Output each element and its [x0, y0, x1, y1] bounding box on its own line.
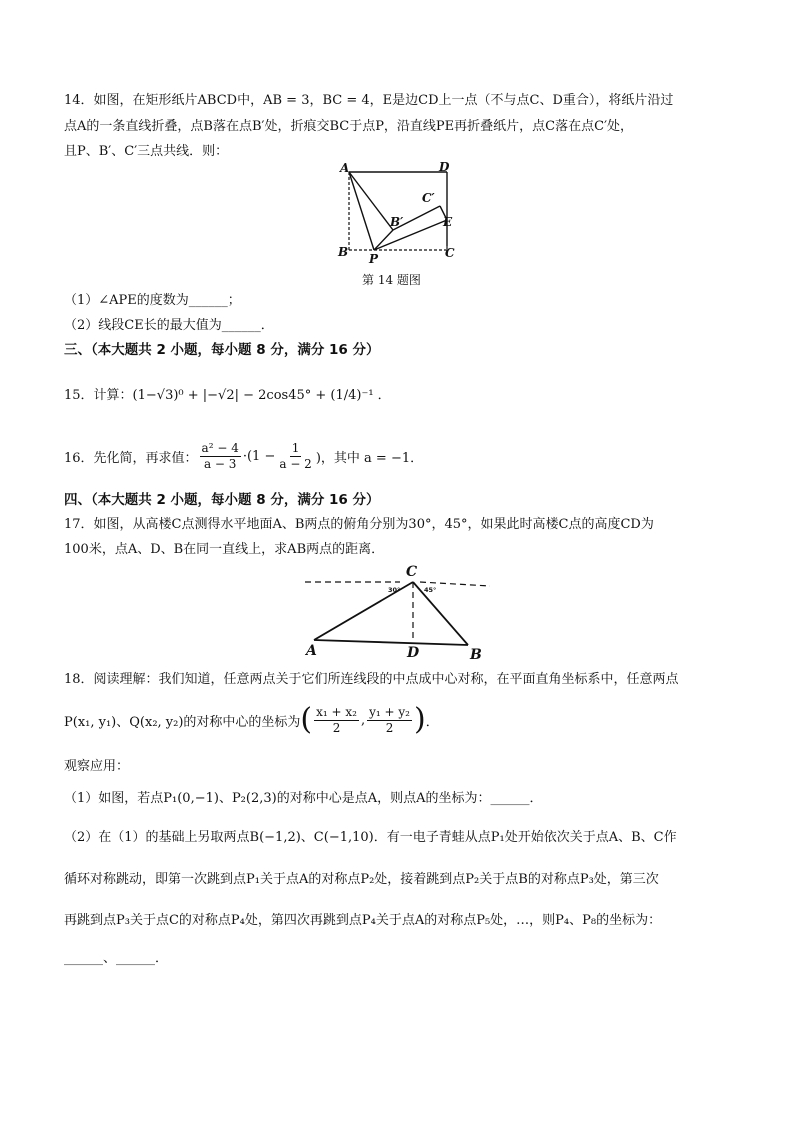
q16-fraction-2-numerator: 1: [291, 440, 300, 455]
q14-caption: 第 14 题图: [362, 273, 421, 287]
q14-sub-2: （2）线段CE长的最大值为______．: [64, 318, 274, 333]
label-b-prime: B′: [390, 215, 404, 229]
fold-ap: [349, 172, 374, 250]
q16-expression: [64, 436, 423, 476]
section-3-heading: 三、（本大题共 2 小题，每小题 8 分，满分 16 分）: [64, 342, 380, 358]
q18-line-2-prefix: P(x₁, y₁)、Q(x₂, y₂)的对称中心的坐标为: [64, 714, 301, 730]
label-e: E: [443, 215, 453, 229]
q16-fraction-1: [200, 441, 241, 472]
close-paren: ): [414, 702, 426, 737]
q18-sub-2-line-1: （2）在（1）的基础上另取两点B(−1,2)、C(−1,10)．有一电子青蛙从点P₁处开始依次关于点A、B、C作: [64, 830, 677, 845]
label-c: C: [406, 564, 418, 580]
label-p: P: [369, 252, 379, 265]
q14-line-1: 14．如图，在矩形纸片ABCD中，AB = 3，BC = 4，E是边CD上一点（不与点C、D重合），将纸片沿过: [64, 93, 674, 108]
label-a: A: [306, 643, 317, 659]
q18-sub-1: （1）如图，若点P₁(0,−1)、P₂(2,3)的对称中心是点A，则点A的坐标为：______．: [64, 791, 543, 806]
q18-fraction-y: [367, 705, 412, 736]
q14-line-3: 且P、B′、C′三点共线．则：: [64, 144, 229, 159]
fold-pe: [374, 220, 447, 250]
q18-sub-2-line-2: 循环对称跳动，即第一次跳到点P₁关于点A的对称点P₂处，接着跳到点P₂关于点B的对称点P₃处，第三次: [64, 872, 659, 887]
q18-line-1: 18．阅读理解：我们知道，任意两点关于它们所连线段的中点成中心对称，在平面直角坐标系中，任意两点: [64, 672, 679, 687]
segment-cb: [413, 582, 468, 645]
open-paren: (: [300, 702, 313, 737]
label-a: A: [340, 161, 350, 175]
q16-prefix: 16．先化简，再求值：: [64, 450, 198, 466]
q17-line-1: 17．如图，从高楼C点测得水平地面A、B两点的俯角分别为30°，45°，如果此时高楼C点的高度CD为: [64, 517, 654, 532]
q16-fraction-1-numerator: a² − 4: [201, 440, 239, 455]
q18-sub-2-line-4: ______、______．: [64, 951, 169, 966]
q18-fraction-x-numerator: x₁ + x₂: [316, 704, 357, 719]
label-d: D: [439, 160, 450, 174]
q14-figure: [330, 160, 470, 265]
label-d: D: [407, 645, 420, 661]
q16-fraction-2: [277, 441, 313, 472]
q16-suffix: )，其中 a = −1．: [315, 450, 424, 466]
q16-fraction-2-denominator: a − 2: [279, 456, 312, 471]
q14-line-2: 点A的一条直线折叠，点B落在点B′处，折痕交BC于点P，沿直线PE再折叠纸片，点C落在点C′处，: [64, 119, 634, 134]
label-b: B: [470, 647, 482, 663]
label-b: B: [338, 245, 349, 259]
q16-fraction-1-denominator: a − 3: [203, 456, 237, 471]
q18-line-2-suffix: ．: [425, 714, 439, 730]
q15-expression: [64, 378, 391, 408]
segment-ab-prime: [349, 172, 393, 230]
q18-sub-2-line-3: 再跳到点P₃关于点C的对称点P₄处，第四次再跳到点P₄关于点A的对称点P₅处，…，则P₄、P₈的坐标为：: [64, 913, 662, 928]
section-4-heading: 四、（本大题共 2 小题，每小题 8 分，满分 16 分）: [64, 492, 380, 508]
segment-ab: [314, 640, 468, 645]
label-c: C: [445, 246, 455, 260]
comma: ,: [360, 712, 366, 728]
label-angle-45: 45°: [424, 586, 437, 594]
q17-figure: [300, 560, 500, 665]
q15-body: (1−√3)⁰ + |−√2| − 2cos45° + (1/4)⁻¹ ．: [132, 387, 391, 403]
label-angle-30: 30°: [388, 586, 401, 594]
q18-fraction-x-denominator: 2: [332, 720, 341, 735]
q18-observe: 观察应用：: [64, 759, 130, 774]
q16-mid: ·(1 −: [242, 448, 276, 464]
q14-sub-1: （1）∠APE的度数为______；: [64, 293, 241, 308]
q18-line-2: [64, 700, 439, 740]
label-c-prime: C′: [422, 191, 435, 205]
q15-prefix: 15．计算：: [64, 387, 133, 403]
segment-p-b-prime: [374, 230, 393, 250]
q17-line-2: 100米，点A、D、B在同一直线上，求AB两点的距离．: [64, 542, 385, 557]
q18-fraction-y-denominator: 2: [385, 720, 394, 735]
q18-fraction-x: [314, 705, 359, 736]
q18-fraction-y-numerator: y₁ + y₂: [369, 704, 410, 719]
